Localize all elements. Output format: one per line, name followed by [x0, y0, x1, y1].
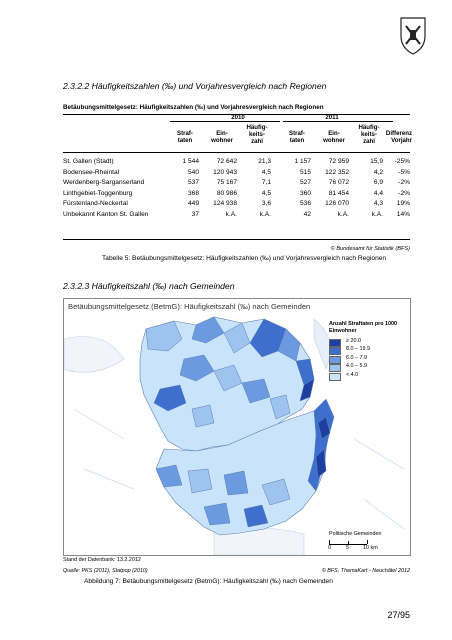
- scale-label-5: 5: [346, 545, 349, 551]
- table-cell-h10: 4,5: [261, 168, 271, 176]
- table-row: [63, 169, 410, 178]
- table-cell-d: -5%: [398, 168, 410, 176]
- table-cell-h11: 4,2: [373, 168, 383, 176]
- table-cell-s11: 42: [303, 211, 311, 218]
- legend-label: ≥ 20.0: [346, 337, 361, 344]
- table-cell-region: Werdenberg-Sarganserland: [63, 179, 145, 187]
- table-cell-h11: 6,9: [373, 179, 383, 187]
- table-cell-region: Linthgebiet-Toggenburg: [63, 189, 133, 197]
- rule-2010: [170, 121, 280, 122]
- table-cell-e11: 81 454: [328, 189, 349, 197]
- map-stand: Stand der Datenbank: 13.2.2012: [63, 557, 141, 563]
- table-cell-d: 14%: [396, 211, 410, 218]
- table-cell-h10: 21,3: [258, 158, 271, 165]
- legend-label: 6.0 – 7.9: [346, 354, 367, 361]
- table-row: [63, 158, 410, 167]
- table-cell-d: -2%: [398, 189, 410, 197]
- table-cell-s10: 1 544: [182, 158, 199, 165]
- table-cell-h11: 4,4: [373, 189, 383, 197]
- table-cell-s10: 37: [191, 211, 199, 218]
- table-cell-s11: 360: [299, 189, 311, 197]
- scale-label-10km: 10 km: [363, 545, 378, 551]
- year-2011-header: 2011: [325, 114, 339, 121]
- col-straftaten-2011: Straf- taten: [289, 130, 305, 144]
- table-row: [63, 179, 410, 188]
- scale-tick-0: [329, 540, 330, 544]
- scale-label-0: 0: [328, 545, 331, 551]
- table-rule-bottom: [63, 239, 410, 240]
- table-cell-h10: k.A.: [259, 211, 271, 218]
- table-cell-s11: 536: [299, 200, 311, 208]
- table-cell-e10: 75 167: [216, 179, 237, 187]
- table-cell-d: -25%: [394, 158, 410, 165]
- table-rule-header: [63, 152, 410, 153]
- table-cell-e10: k.A.: [225, 211, 237, 218]
- map-figure: [63, 298, 411, 556]
- table-cell-d: 19%: [396, 200, 410, 208]
- table-cell-h11: 4,3: [373, 200, 383, 208]
- legend-items: [329, 338, 407, 381]
- table-copyright: © Bundesamt für Statistik (BFS): [330, 246, 410, 252]
- map-quelle: Quelle: PKS (2011), Statpop (2010): [63, 568, 148, 574]
- table-cell-region: Unbekannt Kanton St. Gallen: [63, 211, 149, 218]
- col-hz-2010: Häufig- keits- zahl: [246, 124, 268, 145]
- map-copyright: © BFS, ThemaKart - Neuchâtel 2012: [321, 568, 410, 574]
- table-cell-s10: 449: [187, 200, 199, 208]
- legend-title: Anzahl Straftaten pro 1000 Einwohner: [329, 321, 397, 334]
- table-cell-region: St. Gallen (Stadt): [63, 158, 114, 165]
- table-cell-d: -2%: [398, 179, 410, 187]
- col-einwohner-2010: Ein- wohner: [211, 130, 233, 144]
- table-cell-s11: 1 157: [294, 158, 311, 165]
- rule-2011: [283, 121, 393, 122]
- table-cell-h10: 4,5: [261, 189, 271, 197]
- table-cell-e11: 72 959: [328, 158, 349, 165]
- legend-item: [329, 338, 407, 347]
- col-hz-2011: Häufig- keits- zahl: [358, 124, 380, 145]
- legend-label: 4.0 – 5.9: [346, 363, 367, 369]
- table-cell-e10: 124 938: [213, 200, 237, 208]
- table-cell-h10: 7,1: [261, 179, 271, 187]
- table-cell-s10: 368: [187, 189, 199, 197]
- table-cell-e10: 72 642: [216, 158, 237, 165]
- col-einwohner-2011: Ein- wohner: [323, 130, 345, 144]
- legend-swatch: [329, 373, 341, 381]
- table-row: [63, 211, 410, 220]
- table-caption: Tabelle 5: Betäubungsmittelgesetz: Häufigkeitszahlen (‰) und Vorjahresvergleich nach Regionen: [102, 255, 387, 262]
- table-cell-region: Bodensee-Rheintal: [63, 168, 120, 176]
- table-cell-h11: 15,9: [370, 158, 383, 165]
- legend-item: [329, 346, 407, 355]
- map-title: Betäubungsmittelgesetz (BetmG): Häufigkeitszahl (‰) nach Gemeinden: [68, 302, 311, 311]
- table-title: Betäubungsmittelgesetz: Häufigkeitszahlen (‰) und Vorjahresvergleich nach Regionen: [63, 104, 324, 111]
- table-cell-e10: 120 943: [213, 168, 237, 176]
- year-2010-header: 2010: [231, 114, 245, 121]
- table-cell-s11: 527: [299, 179, 311, 187]
- legend-item: [329, 372, 407, 381]
- table-cell-e11: k.A.: [337, 211, 349, 218]
- col-straftaten-2010: Straf- taten: [177, 130, 193, 144]
- col-differenz: Differenz Vorjahr: [385, 130, 412, 144]
- table-cell-s11: 515: [299, 168, 311, 176]
- scale-tick-5: [348, 541, 349, 544]
- legend-label: < 4.0: [346, 371, 359, 378]
- legend-item: [329, 355, 407, 364]
- table-cell-e11: 122 352: [325, 168, 349, 176]
- table-cell-h10: 3,6: [261, 200, 271, 208]
- table-cell-e11: 76 072: [328, 179, 349, 187]
- figure-caption: Abbildung 7: Betäubungsmittelgesetz (BetmG): Häufigkeitszahl (‰) nach Gemeinden: [84, 578, 333, 585]
- table-cell-h11: k.A.: [371, 211, 383, 218]
- table-cell-s10: 540: [187, 168, 199, 176]
- legend-item: [329, 363, 407, 372]
- table-cell-e11: 126 070: [325, 200, 349, 208]
- map-legend: [329, 321, 407, 380]
- canton-crest-logo: [398, 14, 428, 56]
- political-label: Politische Gemeinden: [329, 531, 382, 537]
- table-cell-region: Fürstenland-Neckertal: [63, 200, 128, 208]
- scale-tick-10: [367, 540, 368, 544]
- table-cell-e10: 80 986: [216, 189, 237, 197]
- section-heading-2322: 2.3.2.2 Häufigkeitszahlen (‰) und Vorjahresvergleich nach Regionen: [63, 81, 327, 91]
- table-row: [63, 200, 410, 209]
- section-heading-2323: 2.3.2.3 Häufigkeitszahl (‰) nach Gemeinden: [63, 281, 235, 291]
- legend-label: 8.0 – 19.9: [346, 346, 370, 352]
- table-row: [63, 190, 410, 199]
- table-cell-s10: 537: [187, 179, 199, 187]
- page-number: 27/95: [387, 610, 410, 620]
